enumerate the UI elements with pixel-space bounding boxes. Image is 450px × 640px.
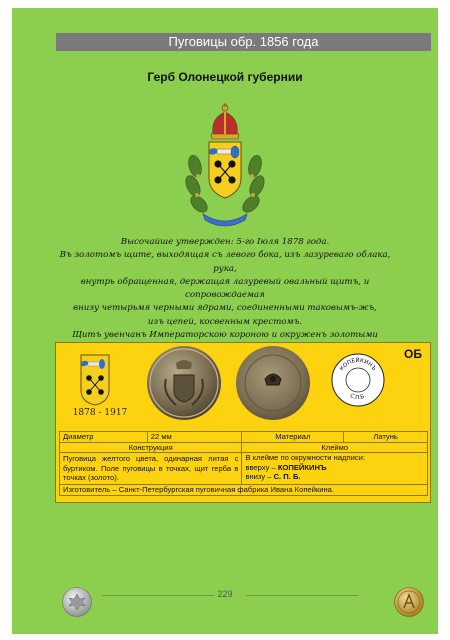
mark-top-line: [245, 463, 424, 473]
description-line: Въ золотомъ щите, выходящая съ левого бока, изъ лазуреваго облака, рука,: [59, 250, 391, 274]
button-back-photo: [235, 345, 311, 421]
description-line: Щитъ увенчанъ Императорскою короною и окруженъ золотыми: [72, 330, 378, 341]
section-title: Герб Олонецкой губернии: [147, 70, 303, 84]
specs-table: [59, 431, 428, 496]
mark-top-prefix: вверху –: [245, 462, 278, 472]
description-line: изъ цепей, косвенным крестомъ.: [147, 316, 303, 327]
years-label: 1878 - 1917: [72, 408, 128, 418]
mark-intro: В клейме по окружности надписи:: [245, 453, 365, 463]
construction-text: Пуговица желтого цвета, одинарная литая с буртиком. Поле пуговицы в точках, щит герба в точках (золото).: [60, 453, 242, 485]
material-label: Материал: [242, 432, 344, 443]
mark-bottom-value: С. П. Б.: [273, 472, 301, 482]
page-number: 229: [217, 589, 233, 599]
material-value: Латунь: [344, 432, 428, 443]
description-line: внутрь обращенная, держащая лазуревый овальный щитъ, и сопровождаемая: [80, 276, 370, 301]
maker-stamp-drawing: [331, 353, 385, 407]
maker-text: Изготовитель – Санкт-Петербургская пуговичная фабрика Ивана Копейкина.: [60, 484, 428, 495]
mark-text: [242, 453, 428, 485]
right-medallion-icon: [394, 587, 424, 617]
mark-top-value: КОПЕЙКИНЪ: [277, 462, 327, 472]
stamp-top-text: КОПЕЙКИНЪ: [339, 357, 377, 373]
stamp-bottom-text: С.П.Б.: [348, 393, 368, 402]
construction-label: Конструкция: [60, 442, 242, 453]
left-medallion-icon: [62, 587, 92, 617]
diameter-label: Диаметр: [60, 432, 148, 443]
description-line: Высочайше утвержден: 5-го Іюля 1878 года.: [120, 237, 330, 247]
description-line: внизу четырьмя черными ядрами, соединенными таковымъ-жъ,: [73, 303, 377, 314]
button-front-photo: [146, 345, 222, 421]
header-banner: Пуговицы обр. 1856 года: [56, 33, 431, 51]
coat-of-arms-image: [185, 96, 265, 230]
catalog-code: ОБ: [404, 347, 422, 361]
mark-bottom-prefix: внизу –: [245, 472, 274, 482]
mark-bottom-line: [245, 472, 424, 482]
diameter-value: 22 мм: [147, 432, 242, 443]
small-shield-image: [80, 354, 110, 406]
mark-label: Клеймо: [242, 442, 428, 453]
